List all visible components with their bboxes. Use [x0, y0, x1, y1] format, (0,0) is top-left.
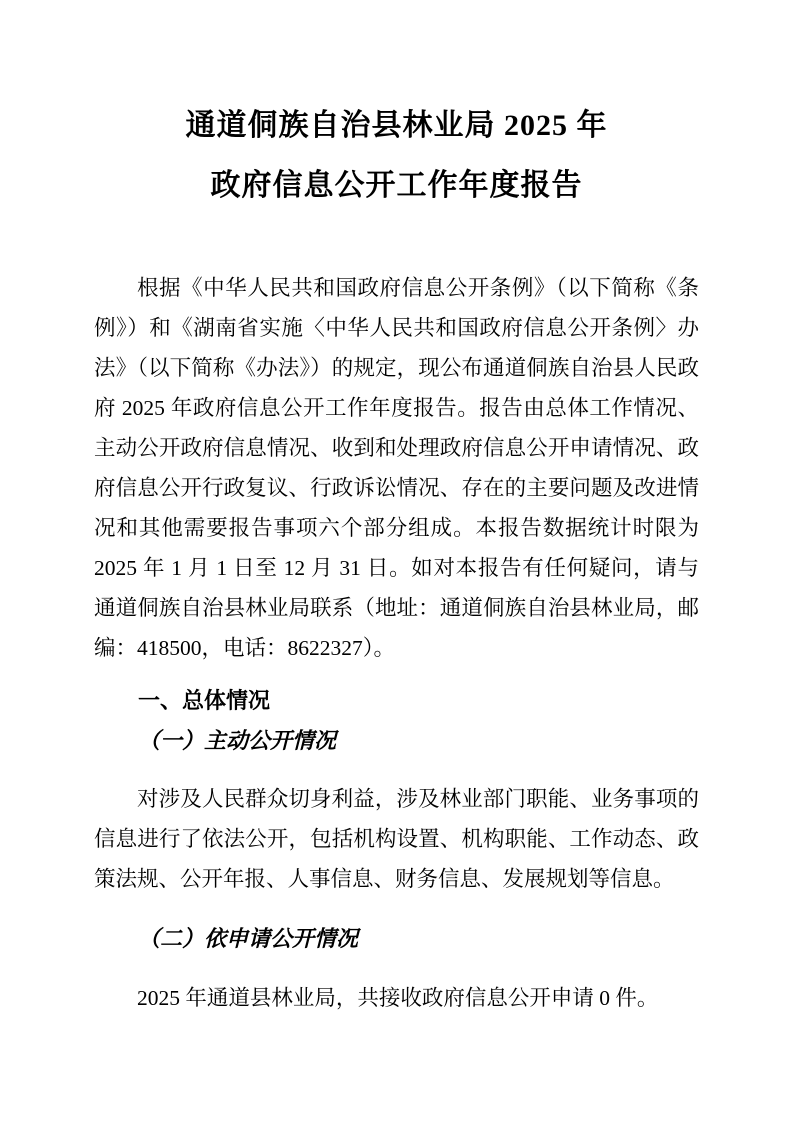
document-title-line-1: 通道侗族自治县林业局 2025 年 [185, 109, 608, 142]
proactive-disclosure-paragraph: 对涉及人民群众切身利益，涉及林业部门职能、业务事项的信息进行了依法公开，包括机构设置、机构职能、工作动态、政策法规、公开年报、人事信息、财务信息、发展规划等信息。 [94, 787, 699, 891]
disclosure-upon-request-paragraph: 2025 年通道县林业局，共接收政府信息公开申请 0 件。 [137, 986, 659, 1010]
document-content [0, 96, 793, 1018]
document-title [94, 96, 699, 216]
section-heading-overall-situation: 一、总体情况 [138, 688, 271, 713]
subsection-heading-disclosure-upon-request: （二）依申请公开情况 [138, 926, 359, 951]
document-title-line-2: 政府信息公开工作年度报告 [210, 169, 583, 202]
intro-paragraph: 根据《中华人民共和国政府信息公开条例》（以下简称《条例》）和《湖南省实施〈中华人民共和国政府信息公开条例〉办法》（以下简称《办法》）的规定，现公布通道侗族自治县人民政府 2025 年政府信息公开工作年度报告。报告由总体工作情况、主动公开政府信息情况、收到和处理政府信息公开申请情况、政府信息公开行政复议、行政诉讼情况、存在的主要问题及改进情况和其他需要报告事项六个部分组成。本报告数据统计时限为 2025 年 1 月 1 日至 12 月 31 日。如对本报告有任何疑问，请与通道侗族自治县林业局联系（地址：通道侗族自治县林业局，邮编：418500，电话：8622327）。 [94, 276, 699, 660]
subsection-heading-proactive-disclosure: （一）主动公开情况 [138, 728, 337, 753]
